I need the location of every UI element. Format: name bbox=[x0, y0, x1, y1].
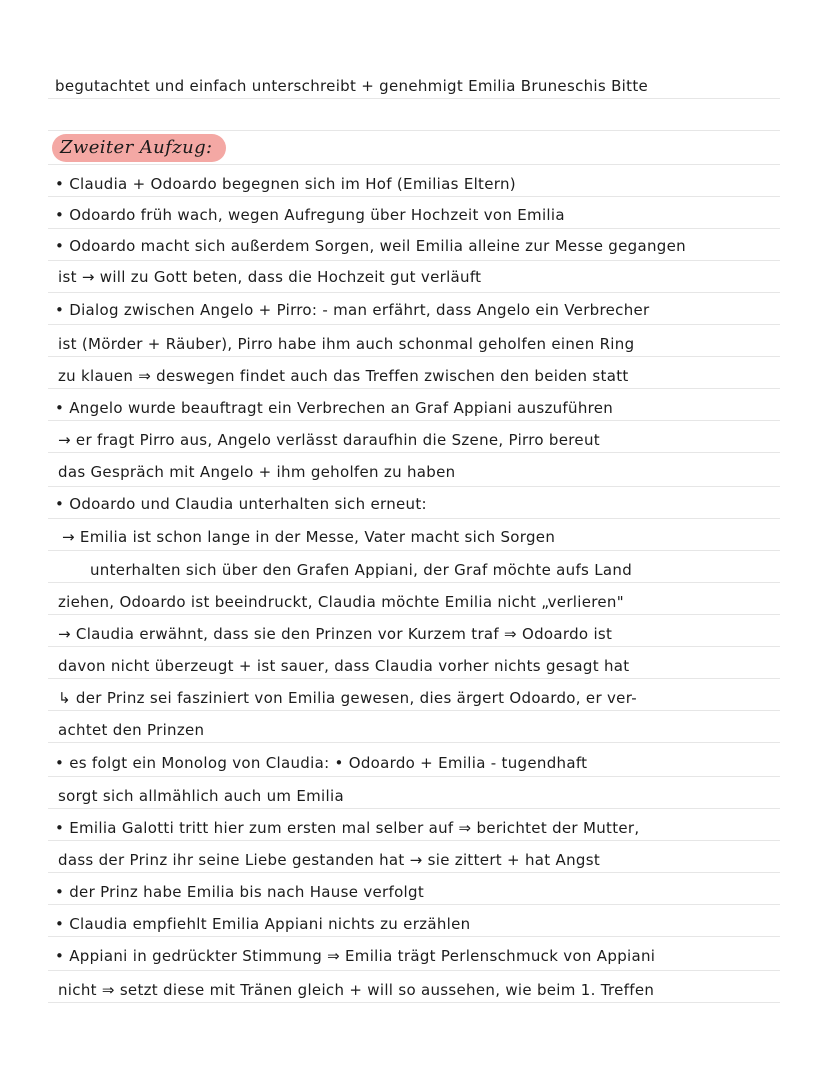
ruled-line bbox=[48, 550, 780, 551]
note-line: das Gespräch mit Angelo + ihm geholfen zu haben bbox=[58, 463, 456, 481]
ruled-line bbox=[48, 388, 780, 389]
note-line: begutachtet und einfach unterschreibt + genehmigt Emilia Bruneschis Bitte bbox=[55, 77, 649, 95]
note-line: davon nicht überzeugt + ist sauer, dass Claudia vorher nichts gesagt hat bbox=[58, 657, 630, 675]
note-line: • Claudia + Odoardo begegnen sich im Hof (Emilias Eltern) bbox=[55, 175, 516, 193]
note-line: • Odoardo früh wach, wegen Aufregung über Hochzeit von Emilia bbox=[55, 206, 565, 224]
ruled-line bbox=[48, 420, 780, 421]
note-line: unterhalten sich über den Grafen Appiani, der Graf möchte aufs Land bbox=[90, 561, 633, 579]
ruled-line bbox=[48, 710, 780, 711]
note-line: • Odoardo macht sich außerdem Sorgen, weil Emilia alleine zur Messe gegangen bbox=[55, 237, 686, 255]
note-line: sorgt sich allmählich auch um Emilia bbox=[58, 787, 344, 805]
ruled-line bbox=[48, 808, 780, 809]
note-line: ist (Mörder + Räuber), Pirro habe ihm auch schonmal geholfen einen Ring bbox=[58, 335, 635, 353]
note-line: • der Prinz habe Emilia bis nach Hause verfolgt bbox=[55, 883, 425, 901]
note-line: • Odoardo und Claudia unterhalten sich erneut: bbox=[55, 495, 427, 513]
note-line: • es folgt ein Monolog von Claudia: • Odoardo + Emilia - tugendhaft bbox=[55, 754, 588, 772]
ruled-line bbox=[48, 970, 780, 971]
ruled-line bbox=[48, 356, 780, 357]
ruled-line bbox=[48, 646, 780, 647]
note-line: ziehen, Odoardo ist beeindruckt, Claudia möchte Emilia nicht „verlieren" bbox=[58, 593, 624, 611]
ruled-line bbox=[48, 452, 780, 453]
ruled-line bbox=[48, 582, 780, 583]
note-line: ist → will zu Gott beten, dass die Hochzeit gut verläuft bbox=[58, 268, 482, 286]
section-heading-highlight bbox=[52, 134, 226, 162]
section-heading: Zweiter Aufzug: bbox=[60, 137, 213, 158]
ruled-line bbox=[48, 776, 780, 777]
ruled-line bbox=[48, 742, 780, 743]
ruled-line bbox=[48, 164, 780, 165]
note-line: • Angelo wurde beauftragt ein Verbrechen an Graf Appiani auszuführen bbox=[55, 399, 614, 417]
note-line: • Dialog zwischen Angelo + Pirro: - man erfährt, dass Angelo ein Verbrecher bbox=[55, 301, 650, 319]
note-line: • Emilia Galotti tritt hier zum ersten mal selber auf ⇒ berichtet der Mutter, bbox=[55, 819, 640, 837]
ruled-line bbox=[48, 292, 780, 293]
note-line: • Appiani in gedrückter Stimmung ⇒ Emilia trägt Perlenschmuck von Appiani bbox=[55, 947, 656, 965]
note-line: achtet den Prinzen bbox=[58, 721, 205, 739]
ruled-line bbox=[48, 904, 780, 905]
ruled-line bbox=[48, 196, 780, 197]
ruled-line bbox=[48, 228, 780, 229]
note-line: → Emilia ist schon lange in der Messe, Vater macht sich Sorgen bbox=[62, 528, 556, 546]
note-line: nicht ⇒ setzt diese mit Tränen gleich + will so aussehen, wie beim 1. Treffen bbox=[58, 981, 655, 999]
ruled-line bbox=[48, 486, 780, 487]
ruled-line bbox=[48, 936, 780, 937]
note-line: dass der Prinz ihr seine Liebe gestanden hat → sie zittert + hat Angst bbox=[58, 851, 601, 869]
note-line: → Claudia erwähnt, dass sie den Prinzen vor Kurzem traf ⇒ Odoardo ist bbox=[58, 625, 613, 643]
note-line: • Claudia empfiehlt Emilia Appiani nichts zu erzählen bbox=[55, 915, 471, 933]
ruled-line bbox=[48, 518, 780, 519]
ruled-line bbox=[48, 678, 780, 679]
ruled-line bbox=[48, 872, 780, 873]
ruled-line bbox=[48, 98, 780, 99]
ruled-line bbox=[48, 840, 780, 841]
ruled-line bbox=[48, 614, 780, 615]
note-line: → er fragt Pirro aus, Angelo verlässt daraufhin die Szene, Pirro bereut bbox=[58, 431, 600, 449]
ruled-line bbox=[48, 324, 780, 325]
ruled-line bbox=[48, 260, 780, 261]
ruled-line bbox=[48, 130, 780, 131]
note-line: ↳ der Prinz sei fasziniert von Emilia gewesen, dies ärgert Odoardo, er ver- bbox=[58, 689, 637, 707]
ruled-line bbox=[48, 1002, 780, 1003]
note-line: zu klauen ⇒ deswegen findet auch das Treffen zwischen den beiden statt bbox=[58, 367, 629, 385]
